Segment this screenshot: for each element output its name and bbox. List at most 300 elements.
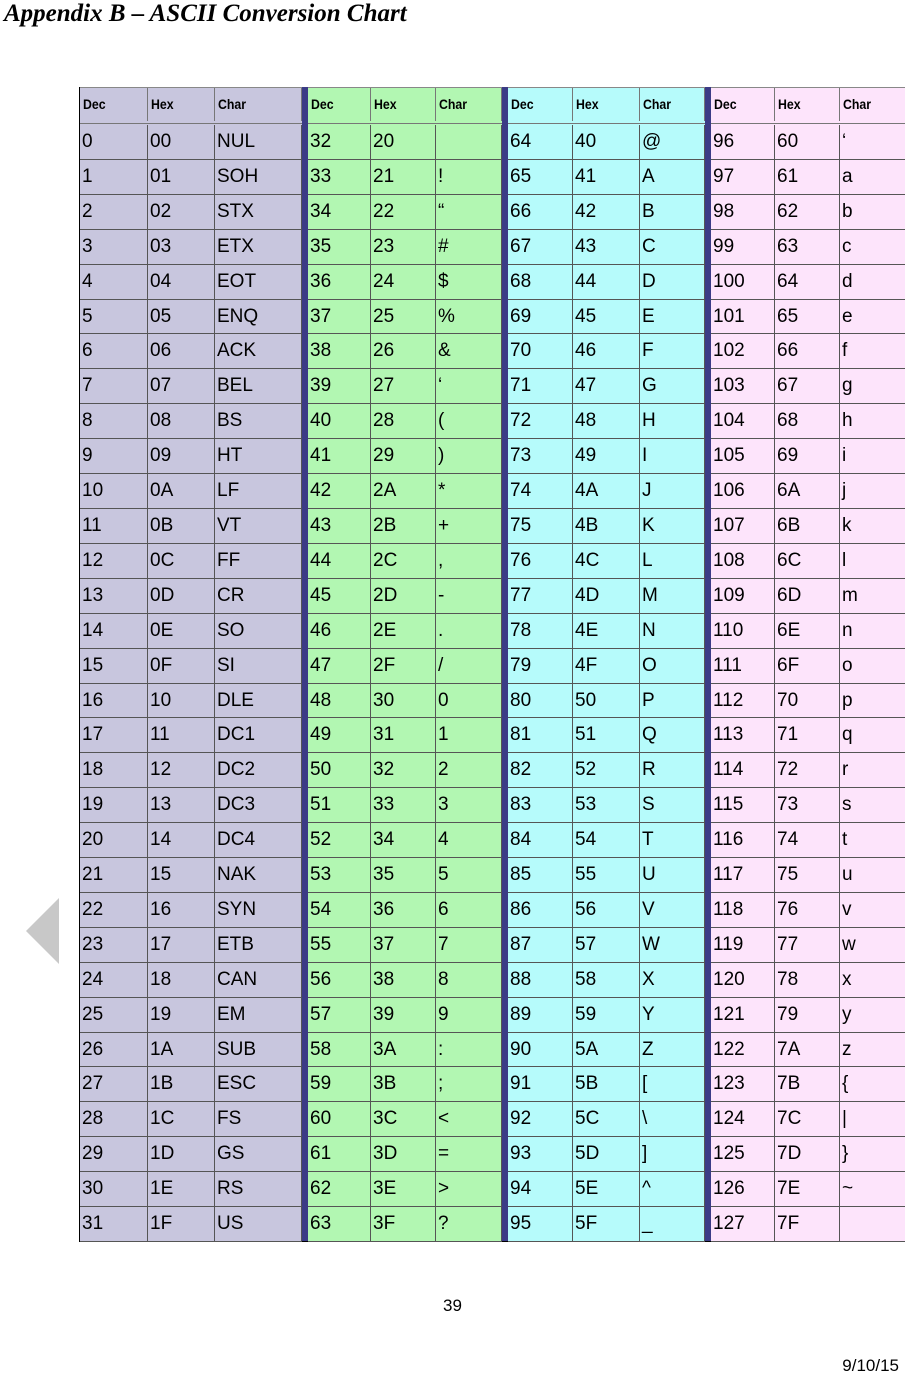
char-cell: ACK <box>215 334 302 368</box>
table-row <box>80 998 302 1033</box>
char-cell: EM <box>215 998 302 1032</box>
dec-cell: 25 <box>80 998 148 1032</box>
char-cell: NUL <box>215 125 302 159</box>
table-row <box>508 684 705 719</box>
char-cell: R <box>640 753 705 787</box>
char-cell: U <box>640 858 705 892</box>
hex-cell: 15 <box>148 858 215 892</box>
table-row <box>308 788 502 823</box>
column-header <box>436 88 502 121</box>
char-cell: < <box>436 1102 502 1136</box>
hex-cell: 46 <box>573 334 640 368</box>
char-cell: STX <box>215 195 302 229</box>
table-row <box>80 649 302 684</box>
hex-cell: 17 <box>148 928 215 962</box>
hex-cell: 25 <box>371 300 436 334</box>
dec-cell: 2 <box>80 195 148 229</box>
char-cell: US <box>215 1207 302 1241</box>
dec-cell: 18 <box>80 753 148 787</box>
char-cell: S <box>640 788 705 822</box>
table-row <box>308 369 502 404</box>
dec-cell: 60 <box>308 1102 371 1136</box>
column-header-label: Hex <box>151 96 174 112</box>
char-cell: J <box>640 474 705 508</box>
dec-cell: 126 <box>711 1172 775 1206</box>
table-row <box>508 753 705 788</box>
table-row <box>80 1137 302 1172</box>
hex-cell: 43 <box>573 230 640 264</box>
hex-cell: 6D <box>775 579 840 613</box>
hex-cell: 3D <box>371 1137 436 1171</box>
hex-cell: 6A <box>775 474 840 508</box>
char-cell: @ <box>640 125 705 159</box>
column-header-label: Dec <box>511 96 534 112</box>
char-cell: e <box>840 300 905 334</box>
hex-cell: 3E <box>371 1172 436 1206</box>
table-row <box>508 893 705 928</box>
dec-cell: 103 <box>711 369 775 403</box>
table-row <box>80 1067 302 1102</box>
dec-cell: 66 <box>508 195 573 229</box>
table-row <box>80 823 302 858</box>
char-cell: DC4 <box>215 823 302 857</box>
column-header-label: Char <box>843 96 872 112</box>
char-cell: > <box>436 1172 502 1206</box>
hex-cell: 01 <box>148 160 215 194</box>
dec-cell: 57 <box>308 998 371 1032</box>
hex-cell: 36 <box>371 893 436 927</box>
char-cell: 0 <box>436 684 502 718</box>
dec-cell: 22 <box>80 893 148 927</box>
table-row <box>80 300 302 335</box>
dec-cell: 46 <box>308 614 371 648</box>
dec-cell: 55 <box>308 928 371 962</box>
hex-cell: 03 <box>148 230 215 264</box>
table-row <box>308 1102 502 1137</box>
dec-cell: 89 <box>508 998 573 1032</box>
dec-cell: 52 <box>308 823 371 857</box>
table-row <box>308 649 502 684</box>
table-row <box>80 509 302 544</box>
char-cell: RS <box>215 1172 302 1206</box>
hex-cell: 41 <box>573 160 640 194</box>
char-cell: / <box>436 649 502 683</box>
table-row <box>80 1172 302 1207</box>
hex-cell: 54 <box>573 823 640 857</box>
table-row <box>308 823 502 858</box>
char-cell: W <box>640 928 705 962</box>
hex-cell: 6C <box>775 544 840 578</box>
hex-cell: 6F <box>775 649 840 683</box>
hex-cell: 30 <box>371 684 436 718</box>
hex-cell: 63 <box>775 230 840 264</box>
dec-cell: 95 <box>508 1207 573 1241</box>
table-row <box>508 963 705 998</box>
dec-cell: 71 <box>508 369 573 403</box>
header-spacer <box>508 120 705 124</box>
char-cell: , <box>436 544 502 578</box>
hex-cell: 08 <box>148 404 215 438</box>
hex-cell: 78 <box>775 963 840 997</box>
hex-cell: 76 <box>775 893 840 927</box>
dec-cell: 36 <box>308 265 371 299</box>
hex-cell: 20 <box>371 125 436 159</box>
dec-cell: 68 <box>508 265 573 299</box>
hex-cell: 49 <box>573 439 640 473</box>
table-row <box>80 265 302 300</box>
char-cell: BS <box>215 404 302 438</box>
char-cell: r <box>840 753 905 787</box>
table-row <box>711 1172 905 1207</box>
dec-cell: 28 <box>80 1102 148 1136</box>
hex-cell: 1C <box>148 1102 215 1136</box>
column-header-label: Hex <box>374 96 397 112</box>
dec-cell: 69 <box>508 300 573 334</box>
table-row <box>508 1033 705 1068</box>
dec-cell: 82 <box>508 753 573 787</box>
hex-cell: 47 <box>573 369 640 403</box>
dec-cell: 11 <box>80 509 148 543</box>
hex-cell: 69 <box>775 439 840 473</box>
table-row <box>80 753 302 788</box>
hex-cell: 27 <box>371 369 436 403</box>
table-row <box>508 230 705 265</box>
table-row <box>308 474 502 509</box>
hex-cell: 22 <box>371 195 436 229</box>
char-cell: Z <box>640 1033 705 1067</box>
char-cell: I <box>640 439 705 473</box>
char-cell <box>436 125 502 159</box>
column-header <box>148 88 215 121</box>
table-row <box>508 369 705 404</box>
hex-cell: 16 <box>148 893 215 927</box>
hex-cell: 2B <box>371 509 436 543</box>
char-cell: b <box>840 195 905 229</box>
dec-cell: 106 <box>711 474 775 508</box>
table-row <box>711 753 905 788</box>
dec-cell: 101 <box>711 300 775 334</box>
char-cell: K <box>640 509 705 543</box>
dec-cell: 3 <box>80 230 148 264</box>
hex-cell: 19 <box>148 998 215 1032</box>
page-title: Appendix B – ASCII Conversion Chart <box>4 0 407 27</box>
hex-cell: 2F <box>371 649 436 683</box>
char-cell: w <box>840 928 905 962</box>
table-row <box>308 404 502 439</box>
column-header-label: Dec <box>311 96 334 112</box>
char-cell: DC2 <box>215 753 302 787</box>
table-row <box>80 718 302 753</box>
char-cell: - <box>436 579 502 613</box>
dec-cell: 105 <box>711 439 775 473</box>
char-cell: s <box>840 788 905 822</box>
dec-cell: 15 <box>80 649 148 683</box>
dec-cell: 59 <box>308 1067 371 1101</box>
char-cell: ETB <box>215 928 302 962</box>
ascii-group-4 <box>711 87 905 1241</box>
dec-cell: 54 <box>308 893 371 927</box>
hex-cell: 0B <box>148 509 215 543</box>
dec-cell: 124 <box>711 1102 775 1136</box>
char-cell: SYN <box>215 893 302 927</box>
char-cell: 8 <box>436 963 502 997</box>
table-row <box>308 614 502 649</box>
dec-cell: 58 <box>308 1033 371 1067</box>
dec-cell: 42 <box>308 474 371 508</box>
table-row <box>508 614 705 649</box>
hex-cell: 0F <box>148 649 215 683</box>
table-row <box>80 544 302 579</box>
hex-cell: 28 <box>371 404 436 438</box>
table-row <box>508 300 705 335</box>
dec-cell: 117 <box>711 858 775 892</box>
char-cell: G <box>640 369 705 403</box>
char-cell: y <box>840 998 905 1032</box>
dec-cell: 43 <box>308 509 371 543</box>
char-cell: ! <box>436 160 502 194</box>
dec-cell: 38 <box>308 334 371 368</box>
table-row <box>80 614 302 649</box>
hex-cell: 6B <box>775 509 840 543</box>
table-row <box>711 649 905 684</box>
dec-cell: 97 <box>711 160 775 194</box>
hex-cell: 0A <box>148 474 215 508</box>
table-row <box>80 1207 302 1242</box>
table-row <box>308 1207 502 1242</box>
table-row <box>308 684 502 719</box>
table-row <box>508 823 705 858</box>
column-header-label: Char <box>218 96 247 112</box>
table-row <box>711 300 905 335</box>
dec-cell: 118 <box>711 893 775 927</box>
char-cell: { <box>840 1067 905 1101</box>
hex-cell: 23 <box>371 230 436 264</box>
char-cell: ] <box>640 1137 705 1171</box>
char-cell: & <box>436 334 502 368</box>
char-cell: a <box>840 160 905 194</box>
dec-cell: 63 <box>308 1207 371 1241</box>
char-cell: A <box>640 160 705 194</box>
dec-cell: 125 <box>711 1137 775 1171</box>
table-row <box>308 439 502 474</box>
dec-cell: 34 <box>308 195 371 229</box>
hex-cell: 18 <box>148 963 215 997</box>
char-cell: x <box>840 963 905 997</box>
hex-cell: 2C <box>371 544 436 578</box>
table-row <box>508 788 705 823</box>
hex-cell: 3B <box>371 1067 436 1101</box>
table-row <box>711 928 905 963</box>
hex-cell: 26 <box>371 334 436 368</box>
dec-cell: 29 <box>80 1137 148 1171</box>
table-row <box>308 125 502 160</box>
char-cell: T <box>640 823 705 857</box>
hex-cell: 0D <box>148 579 215 613</box>
hex-cell: 24 <box>371 265 436 299</box>
char-cell: SOH <box>215 160 302 194</box>
column-header-label: Dec <box>83 96 106 112</box>
dec-cell: 98 <box>711 195 775 229</box>
table-row <box>508 195 705 230</box>
char-cell: DLE <box>215 684 302 718</box>
char-cell: X <box>640 963 705 997</box>
char-cell: v <box>840 893 905 927</box>
table-row <box>711 823 905 858</box>
hex-cell: 7B <box>775 1067 840 1101</box>
dec-cell: 65 <box>508 160 573 194</box>
dec-cell: 8 <box>80 404 148 438</box>
dec-cell: 61 <box>308 1137 371 1171</box>
hex-cell: 4F <box>573 649 640 683</box>
char-cell: z <box>840 1033 905 1067</box>
dec-cell: 111 <box>711 649 775 683</box>
dec-cell: 16 <box>80 684 148 718</box>
table-row <box>711 474 905 509</box>
table-row <box>508 1207 705 1242</box>
char-cell: ^ <box>640 1172 705 1206</box>
table-row <box>308 334 502 369</box>
hex-cell: 7A <box>775 1033 840 1067</box>
table-row <box>508 439 705 474</box>
page-date: 9/10/15 <box>842 1356 899 1375</box>
table-row <box>508 649 705 684</box>
group-separator <box>502 87 508 1241</box>
char-cell: E <box>640 300 705 334</box>
char-cell: M <box>640 579 705 613</box>
char-cell: NAK <box>215 858 302 892</box>
table-row <box>80 1033 302 1068</box>
dec-cell: 85 <box>508 858 573 892</box>
table-row <box>711 579 905 614</box>
table-row <box>308 1033 502 1068</box>
dec-cell: 10 <box>80 474 148 508</box>
hex-cell: 53 <box>573 788 640 822</box>
hex-cell: 74 <box>775 823 840 857</box>
hex-cell: 58 <box>573 963 640 997</box>
char-cell: CAN <box>215 963 302 997</box>
char-cell: LF <box>215 474 302 508</box>
char-cell: m <box>840 579 905 613</box>
table-row <box>711 718 905 753</box>
char-cell: BEL <box>215 369 302 403</box>
char-cell: 4 <box>436 823 502 857</box>
char-cell: | <box>840 1102 905 1136</box>
hex-cell: 7C <box>775 1102 840 1136</box>
char-cell: H <box>640 404 705 438</box>
column-header-label: Dec <box>714 96 737 112</box>
char-cell: ‘ <box>436 369 502 403</box>
char-cell: SI <box>215 649 302 683</box>
char-cell: EOT <box>215 265 302 299</box>
dec-cell: 123 <box>711 1067 775 1101</box>
char-cell: p <box>840 684 905 718</box>
dec-cell: 78 <box>508 614 573 648</box>
char-cell: FF <box>215 544 302 578</box>
hex-cell: 12 <box>148 753 215 787</box>
table-row <box>508 579 705 614</box>
table-row <box>711 265 905 300</box>
hex-cell: 4B <box>573 509 640 543</box>
hex-cell: 31 <box>371 718 436 752</box>
dec-cell: 92 <box>508 1102 573 1136</box>
hex-cell: 06 <box>148 334 215 368</box>
dec-cell: 49 <box>308 718 371 752</box>
hex-cell: 2D <box>371 579 436 613</box>
table-row <box>308 300 502 335</box>
table-row <box>711 195 905 230</box>
dec-cell: 5 <box>80 300 148 334</box>
hex-cell: 50 <box>573 684 640 718</box>
char-cell: F <box>640 334 705 368</box>
dec-cell: 104 <box>711 404 775 438</box>
hex-cell: 1D <box>148 1137 215 1171</box>
previous-page-arrow-icon[interactable] <box>26 898 59 964</box>
table-row <box>80 858 302 893</box>
dec-cell: 77 <box>508 579 573 613</box>
dec-cell: 116 <box>711 823 775 857</box>
dec-cell: 44 <box>308 544 371 578</box>
dec-cell: 6 <box>80 334 148 368</box>
hex-cell: 35 <box>371 858 436 892</box>
char-cell: ; <box>436 1067 502 1101</box>
dec-cell: 48 <box>308 684 371 718</box>
hex-cell: 59 <box>573 998 640 1032</box>
table-row <box>80 160 302 195</box>
dec-cell: 100 <box>711 265 775 299</box>
hex-cell: 56 <box>573 893 640 927</box>
table-row <box>308 753 502 788</box>
char-cell: ~ <box>840 1172 905 1206</box>
char-cell: 1 <box>436 718 502 752</box>
dec-cell: 88 <box>508 963 573 997</box>
table-row <box>711 963 905 998</box>
table-row <box>308 718 502 753</box>
table-row <box>80 1102 302 1137</box>
char-cell: l <box>840 544 905 578</box>
char-cell: FS <box>215 1102 302 1136</box>
hex-cell: 3C <box>371 1102 436 1136</box>
hex-cell: 57 <box>573 928 640 962</box>
dec-cell: 96 <box>711 125 775 159</box>
group-separator <box>705 87 711 1241</box>
char-cell: ( <box>436 404 502 438</box>
char-cell: # <box>436 230 502 264</box>
char-cell: B <box>640 195 705 229</box>
table-row <box>711 1102 905 1137</box>
table-row <box>308 509 502 544</box>
hex-cell: 45 <box>573 300 640 334</box>
table-row <box>508 858 705 893</box>
table-row <box>711 230 905 265</box>
table-row <box>308 1137 502 1172</box>
hex-cell: 62 <box>775 195 840 229</box>
hex-cell: 11 <box>148 718 215 752</box>
table-row <box>711 858 905 893</box>
table-row <box>80 893 302 928</box>
ascii-group-1 <box>80 87 302 1241</box>
dec-cell: 113 <box>711 718 775 752</box>
char-cell: f <box>840 334 905 368</box>
hex-cell: 77 <box>775 928 840 962</box>
dec-cell: 47 <box>308 649 371 683</box>
dec-cell: 74 <box>508 474 573 508</box>
char-cell: $ <box>436 265 502 299</box>
table-row <box>80 125 302 160</box>
hex-cell: 60 <box>775 125 840 159</box>
char-cell: P <box>640 684 705 718</box>
table-row <box>508 509 705 544</box>
hex-cell: 34 <box>371 823 436 857</box>
